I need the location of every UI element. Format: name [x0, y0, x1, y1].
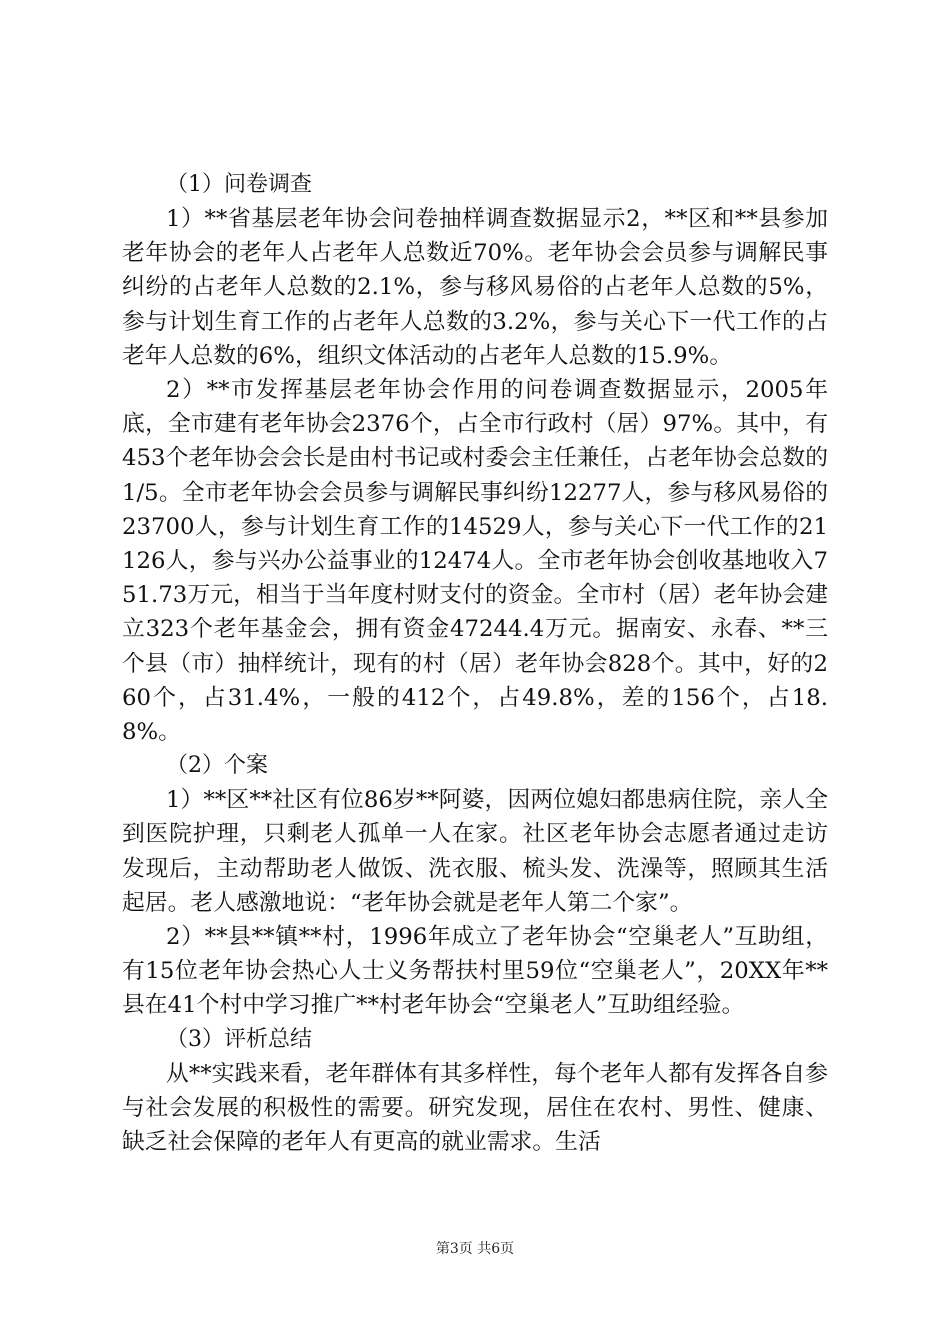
section-questionnaire — [122, 168, 828, 749]
paragraph: 1）**区**社区有位86岁**阿婆，因两位媳妇都患病住院，亲人全到医院护理，只剩老人孤单一人在家。社区老年协会志愿者通过走访发现后，主动帮助老人做饭、洗衣服、梳头发、洗澡等，照顾其生活起居。老人感激地说：“老年协会就是老年人第二个家”。 — [122, 787, 828, 916]
section-heading: （1）问卷调查 — [166, 172, 312, 197]
paragraph: 2）**县**镇**村，1996年成立了老年协会“空巢老人”互助组，有15位老年协会热心人士义务帮扶村里59位“空巢老人”，20XX年**县在41个村中学习推广**村老年协会“空巢老人”互助组经验。 — [122, 924, 828, 1019]
paragraph: 1）**省基层老年协会问卷抽样调查数据显示2，**区和**县参加老年协会的老年人占老年人总数近70%。老年协会会员参与调解民事纠纷的占老年人总数的2.1%，参与移风易俗的占老年人总数的5%，参与计划生育工作的占老年人总数的3.2%，参与关心下一代工作的占老年人总数的6%，组织文体活动的占老年人总数的15.9%。 — [122, 206, 828, 369]
section-cases — [122, 749, 828, 1022]
section-heading: （3）评析总结 — [166, 1026, 312, 1052]
page-number-footer: 第3页 共6页 — [435, 1241, 515, 1257]
paragraph: 从**实践来看，老年群体有其多样性，每个老年人都有发挥各自参与社会发展的积极性的需要。研究发现，居住在农村、男性、健康、缺乏社会保障的老年人有更高的就业需求。生活 — [122, 1060, 828, 1156]
section-heading: （2）个案 — [166, 753, 268, 779]
paragraph: 2）**市发挥基层老年协会作用的问卷调查数据显示，2005年底，全市建有老年协会2376个，占全市行政村（居）97%。其中，有453个老年协会会长是由村书记或村委会主任兼任，占老年协会总数的1/5。全市老年协会会员参与调解民事纠纷12277人，参与移风易俗的23700人，参与计划生育工作的14529人，参与关心下一代工作的21126人，参与兴办公益事业的12474人。全市老年协会创收基地收入751.73万元，相当于当年度村财支付的资金。全市村（居）老年协会建立323个老年基金会，拥有资金47244.4万元。据南安、永春、**三个县（市）抽样统计，现有的村（居）老年协会828个。其中，好的260个，占31.4%，一般的412个，占49.8%，差的156个，占18.8%。 — [122, 377, 828, 746]
section-summary — [122, 1023, 828, 1160]
document-body — [122, 168, 828, 1159]
